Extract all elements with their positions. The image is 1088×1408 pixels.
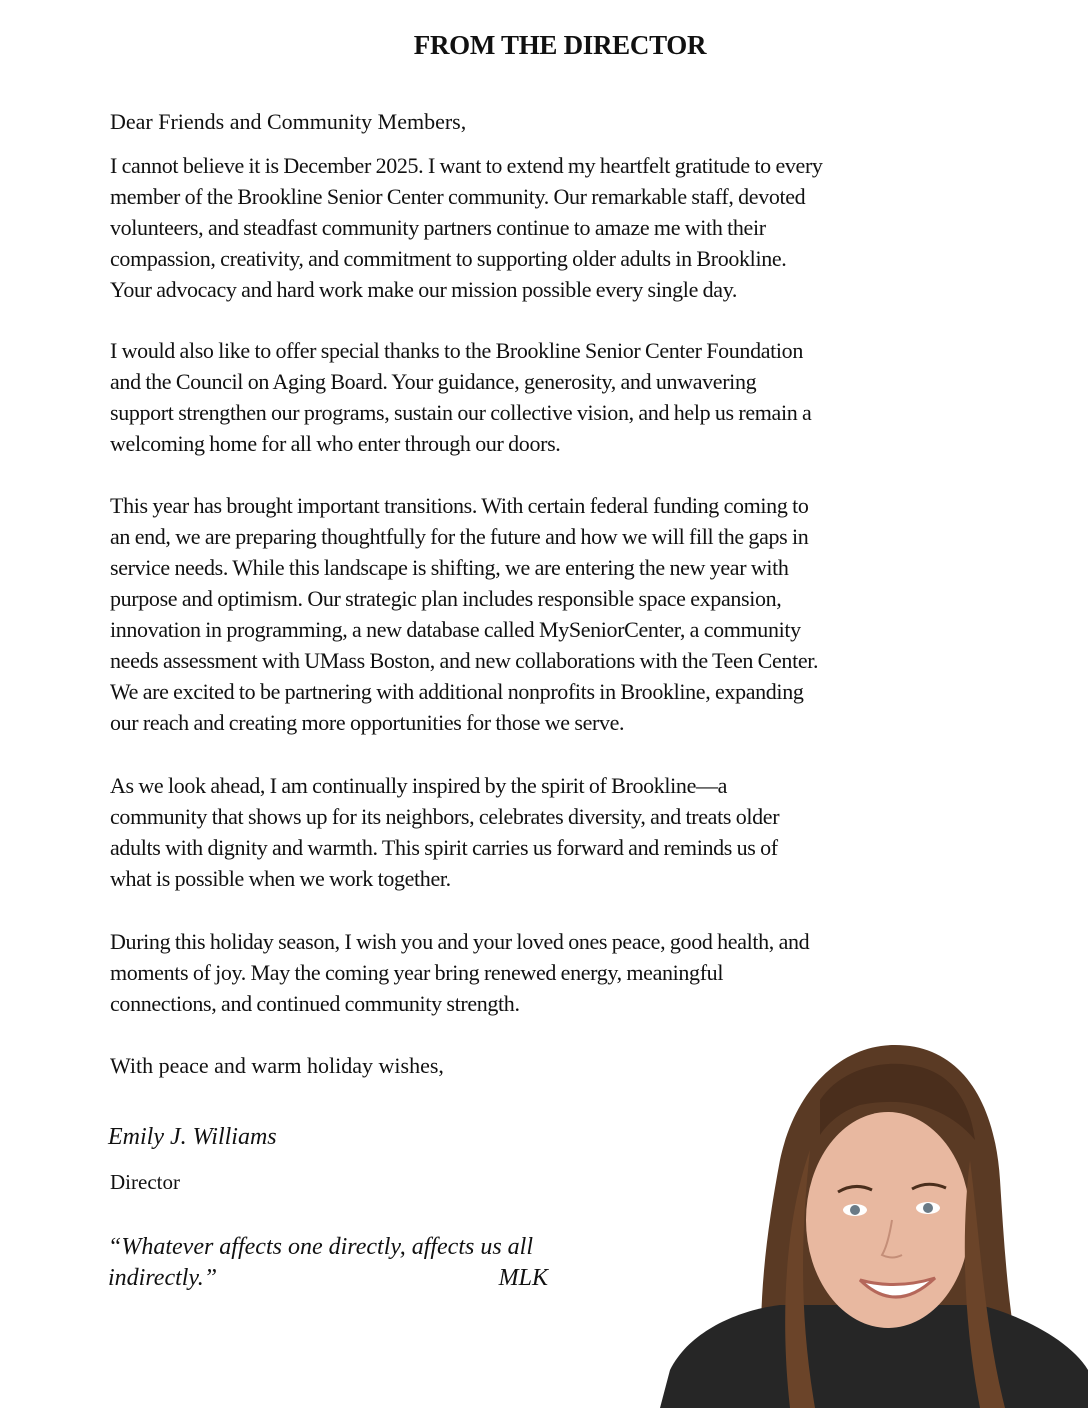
quote bbox=[108, 1232, 558, 1294]
paragraph-line: I would also like to offer special thanks to the Brookline Senior Center Foundation bbox=[110, 338, 803, 363]
paragraph-line: purpose and optimism. Our strategic plan includes responsible space expansion, bbox=[110, 586, 782, 611]
quote-attribution: MLK bbox=[498, 1265, 548, 1291]
paragraph-line: our reach and creating more opportunities for those we serve. bbox=[110, 710, 625, 735]
director-portrait-photo bbox=[660, 1040, 1088, 1408]
paragraph-line: innovation in programming, a new database called MySeniorCenter, a community bbox=[110, 617, 801, 642]
letter-paragraph bbox=[110, 926, 1010, 1019]
paragraph-line: an end, we are preparing thoughtfully for the future and how we will fill the gaps in bbox=[110, 524, 809, 549]
closing-line: With peace and warm holiday wishes, bbox=[110, 1053, 444, 1078]
paragraph-line: Your advocacy and hard work make our mission possible every single day. bbox=[110, 277, 738, 302]
paragraph-line: I cannot believe it is December 2025. I want to extend my heartfelt gratitude to every bbox=[110, 153, 823, 178]
letter-paragraph bbox=[110, 770, 1010, 894]
paragraph-line: service needs. While this landscape is shifting, we are entering the new year with bbox=[110, 555, 789, 580]
salutation: Dear Friends and Community Members, bbox=[110, 109, 467, 134]
paragraph-line: welcoming home for all who enter through our doors. bbox=[110, 431, 561, 456]
paragraph-line: This year has brought important transitions. With certain federal funding coming to bbox=[110, 493, 809, 518]
letter-paragraph bbox=[110, 490, 1010, 738]
page-title: FROM THE DIRECTOR bbox=[413, 30, 707, 60]
paragraph-line: We are excited to be partnering with additional nonprofits in Brookline, expanding bbox=[110, 679, 804, 704]
letter-paragraph bbox=[110, 150, 1010, 305]
paragraph-line: community that shows up for its neighbors, celebrates diversity, and treats older bbox=[110, 804, 780, 829]
paragraph-line: During this holiday season, I wish you and your loved ones peace, good health, and bbox=[110, 929, 810, 954]
paragraph-line: adults with dignity and warmth. This spirit carries us forward and reminds us of bbox=[110, 835, 778, 860]
letter-paragraph bbox=[110, 335, 1010, 459]
paragraph-line: and the Council on Aging Board. Your guidance, generosity, and unwavering bbox=[110, 369, 757, 394]
paragraph-line: what is possible when we work together. bbox=[110, 866, 451, 891]
paragraph-line: support strengthen our programs, sustain our collective vision, and help us remain a bbox=[110, 400, 812, 425]
quote-line-2: indirectly.” bbox=[108, 1265, 218, 1291]
paragraph-line: connections, and continued community strength. bbox=[110, 991, 520, 1016]
signature-name: Emily J. Williams bbox=[108, 1124, 277, 1150]
paragraph-line: needs assessment with UMass Boston, and new collaborations with the Teen Center. bbox=[110, 648, 819, 673]
paragraph-line: member of the Brookline Senior Center community. Our remarkable staff, devoted bbox=[110, 184, 806, 209]
signature-title: Director bbox=[110, 1170, 180, 1194]
paragraph-line: As we look ahead, I am continually inspired by the spirit of Brookline—a bbox=[110, 773, 728, 798]
quote-line-1: “Whatever affects one directly, affects us all bbox=[108, 1234, 534, 1260]
paragraph-line: moments of joy. May the coming year bring renewed energy, meaningful bbox=[110, 960, 724, 985]
paragraph-line: volunteers, and steadfast community partners continue to amaze me with their bbox=[110, 215, 766, 240]
paragraph-line: compassion, creativity, and commitment to supporting older adults in Brookline. bbox=[110, 246, 787, 271]
